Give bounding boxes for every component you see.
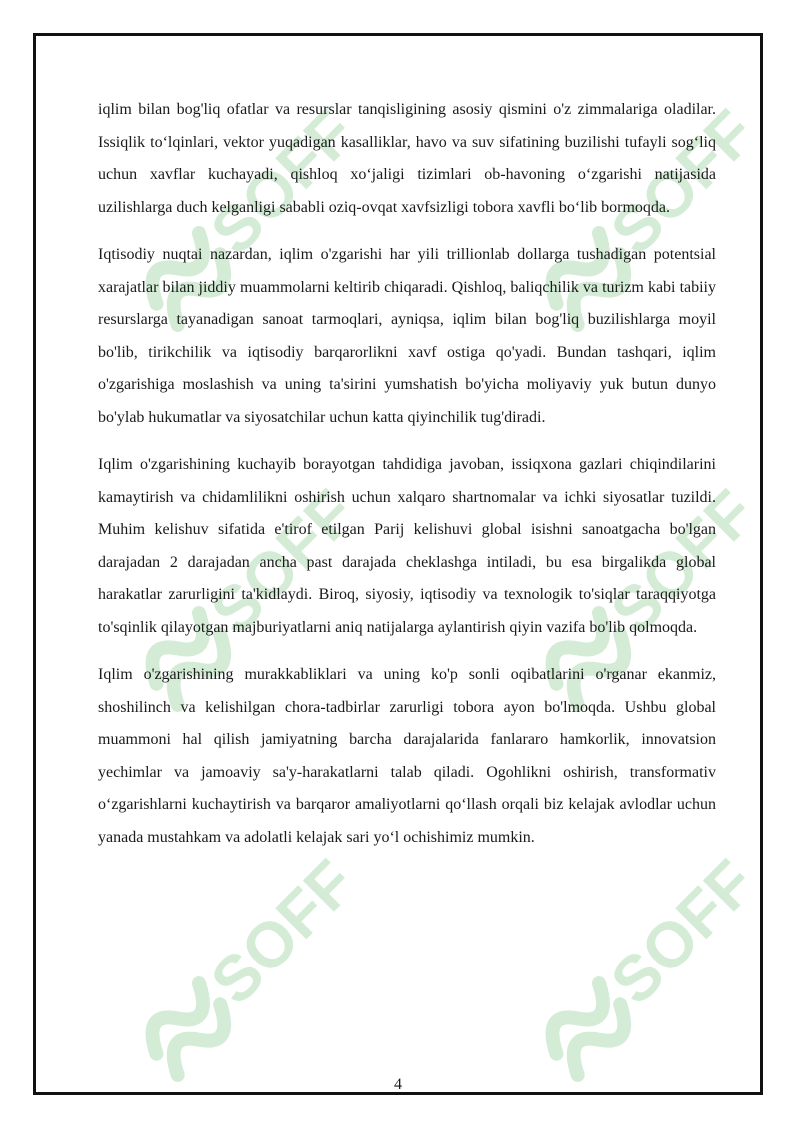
page-frame — [33, 33, 769, 1095]
document-body — [98, 94, 716, 869]
watermark-text: SOFF — [596, 846, 769, 1018]
soff-watermark-icon — [476, 846, 769, 1106]
watermark-text: SOFF — [196, 846, 369, 1018]
soff-watermark-icon — [76, 846, 369, 1106]
paragraph: Iqlim o'zgarishining murakkabliklari va uning ko'p sonli oqibatlarini o'rganar ekanmiz, shoshilinch va kelishilgan chora-tadbirlar zarurligi tobora ayon bo'lmoqda. Ushbu global muammoni hal qilish jamiyatning barcha darajalarida fanlararo hamkorlik, innovatsion yechimlar va jamoaviy sa'y-harakatlarni talab qiladi. Ogohlikni oshirish, transformativ o‘zgarishlarni kuchaytirish va barqaror amaliyotlarni qo‘llash orqali biz kelajak avlodlar uchun yanada mustahkam va adolatli kelajak sari yo‘l ochishimiz mumkin. — [98, 666, 716, 846]
paragraph: Iqlim o'zgarishining kuchayib borayotgan tahdidiga javoban, issiqxona gazlari chiqindilarini kamaytirish va chidamlilikni oshirish uchun xalqaro shartnomalar va ichki siyosatlar tuzildi. Muhim kelishuv sifatida e'tirof etilgan Parij kelishuvi global isishni sanoatgacha bo'lgan darajadan 2 darajadan ancha past darajada cheklashga intiladi, bu esa birgalikda global harakatlar zarurligini ta'kidlaydi. Biroq, siyosiy, iqtisodiy va texnologik to'siqlar taraqqiyotga to'sqinlik qilayotgan majburiyatlarni aniq natijalarga aylantirish qiyin vazifa bo'lib qolmoqda. — [98, 456, 716, 636]
watermark-text: SOFF — [196, 476, 369, 648]
paragraph: iqlim bilan bog'liq ofatlar va resurslar tanqisligining asosiy qismini o'z zimmalariga oladilar. Issiqlik to‘lqinlari, vektor yuqadigan kasalliklar, havo va suv sifatining buzilishi tufayli sog‘liq uchun xavflar kuchayadi, qishloq xo‘jaligi tizimlari ob-havoning o‘zgarishi natijasida uzilishlarga duch kelganligi sababli oziq-ovqat xavfsizligi tobora xavfli bo‘lib bormoqda. — [98, 101, 716, 216]
page-number: 4 — [394, 1076, 402, 1093]
watermark-text: SOFF — [196, 96, 369, 268]
watermark-text: SOFF — [596, 476, 769, 648]
watermark-text: SOFF — [596, 96, 769, 268]
paragraph: Iqtisodiy nuqtai nazardan, iqlim o'zgarishi har yili trillionlab dollarga tushadigan potentsial xarajatlar bilan jiddiy muammolarni keltirib chiqaradi. Qishloq, baliqchilik va turizm kabi tabiiy resurslarga tayanadigan sanoat tarmoqlari, ayniqsa, iqlim bilan bog'liq buzilishlarga moyil bo'lib, tirikchilik va iqtisodiy barqarorlikni xavf ostiga qo'yadi. Bundan tashqari, iqlim o'zgarishiga moslashish va uning ta'sirini yumshatish bo'yicha moliyaviy yuk butun dunyo bo'ylab hukumatlar va siyosatchilar uchun katta qiyinchilik tug'diradi. — [98, 246, 716, 426]
